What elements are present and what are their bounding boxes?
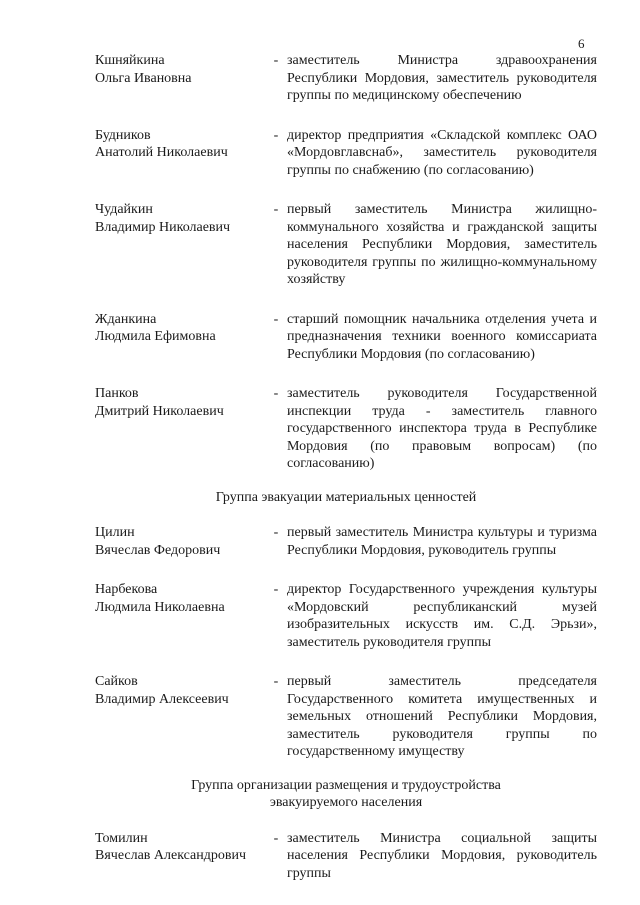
dash-separator: - bbox=[273, 582, 279, 597]
document-body bbox=[95, 52, 597, 882]
group-title-line: эвакуируемого населения bbox=[269, 795, 423, 810]
member-given-name: Людмила Ефимовна bbox=[95, 329, 216, 344]
member-entry bbox=[95, 830, 597, 883]
dash-separator: - bbox=[273, 53, 279, 68]
member-role: заместитель руководителя Государственной инспекции труда - заместитель главного государственного инспектора труда в Республике Мордовия (по правовым вопросам) (по согласованию) bbox=[287, 386, 597, 471]
member-surname: Сайков bbox=[95, 674, 138, 689]
dash-separator: - bbox=[273, 127, 279, 143]
member-name bbox=[95, 201, 265, 236]
member-surname: Нарбекова bbox=[95, 582, 158, 597]
dash-separator: - bbox=[273, 202, 279, 217]
group-title-line: Группа организации размещения и трудоустройства bbox=[191, 777, 501, 793]
member-role: первый заместитель Министра культуры и туризма Республики Мордовия, руководитель группы bbox=[287, 525, 597, 558]
member-entry bbox=[95, 127, 597, 180]
member-role: директор предприятия «Складской комплекс ОАО «Мордовглавснаб», заместитель руководителя группы по снабжению (по согласованию) bbox=[287, 127, 597, 178]
member-role: директор Государственного учреждения культуры «Мордовский республиканский музей изобразительных искусств им. С.Д. Эрьзи», заместитель руководителя группы bbox=[287, 582, 597, 650]
member-given-name: Владимир Николаевич bbox=[95, 219, 231, 235]
member-given-name: Анатолий Николаевич bbox=[95, 145, 228, 160]
member-given-name: Людмила Николаевна bbox=[95, 599, 225, 615]
member-surname: Будников bbox=[95, 127, 151, 143]
member-name bbox=[95, 311, 265, 346]
member-role: первый заместитель председателя Государственного комитета имущественных и земельных отношений Республики Мордовия, заместитель руководителя группы по государственному имуществу bbox=[287, 674, 597, 759]
member-surname: Томилин bbox=[95, 830, 148, 846]
section bbox=[95, 489, 597, 761]
dash-separator: - bbox=[273, 386, 279, 401]
member-surname: Кшняйкина bbox=[95, 53, 165, 68]
member-entry bbox=[95, 52, 597, 105]
group-title bbox=[95, 489, 597, 507]
section bbox=[95, 52, 597, 473]
member-given-name: Дмитрий Николаевич bbox=[95, 403, 224, 419]
section bbox=[95, 777, 597, 883]
member-entry bbox=[95, 201, 597, 289]
member-name bbox=[95, 385, 265, 420]
dash-separator: - bbox=[273, 674, 279, 689]
member-given-name: Ольга Ивановна bbox=[95, 70, 192, 86]
dash-separator: - bbox=[273, 311, 279, 327]
member-surname: Жданкина bbox=[95, 311, 157, 327]
group-title bbox=[95, 777, 597, 812]
group-title-line: Группа эвакуации материальных ценностей bbox=[215, 489, 477, 505]
member-entry bbox=[95, 673, 597, 761]
member-surname: Чудайкин bbox=[95, 202, 153, 217]
member-given-name: Вячеслав Александрович bbox=[95, 848, 247, 863]
page-number: 6 bbox=[578, 36, 585, 51]
member-surname: Панков bbox=[95, 386, 139, 401]
member-name bbox=[95, 673, 265, 708]
member-role: первый заместитель Министра жилищно-коммунального хозяйства и гражданской защиты населения Республики Мордовия, заместитель руководителя группы по жилищно-коммунальному хозяйству bbox=[287, 202, 597, 287]
member-role: старший помощник начальника отделения учета и предназначения техники военного комиссариата Республики Мордовия (по согласованию) bbox=[287, 311, 597, 362]
member-entry bbox=[95, 385, 597, 473]
member-entry bbox=[95, 524, 597, 559]
member-name bbox=[95, 127, 265, 162]
member-given-name: Вячеслав Федорович bbox=[95, 542, 221, 558]
member-role: заместитель Министра социальной защиты населения Республики Мордовия, руководитель группы bbox=[287, 830, 597, 881]
member-entry bbox=[95, 581, 597, 651]
member-surname: Цилин bbox=[95, 525, 135, 540]
dash-separator: - bbox=[273, 830, 279, 846]
member-name bbox=[95, 524, 265, 559]
member-name bbox=[95, 52, 265, 87]
member-name bbox=[95, 581, 265, 616]
member-role: заместитель Министра здравоохранения Республики Мордовия, заместитель руководителя группы по медицинскому обеспечению bbox=[287, 53, 597, 103]
member-name bbox=[95, 830, 265, 865]
dash-separator: - bbox=[273, 525, 279, 540]
member-given-name: Владимир Алексеевич bbox=[95, 691, 229, 707]
member-entry bbox=[95, 311, 597, 364]
